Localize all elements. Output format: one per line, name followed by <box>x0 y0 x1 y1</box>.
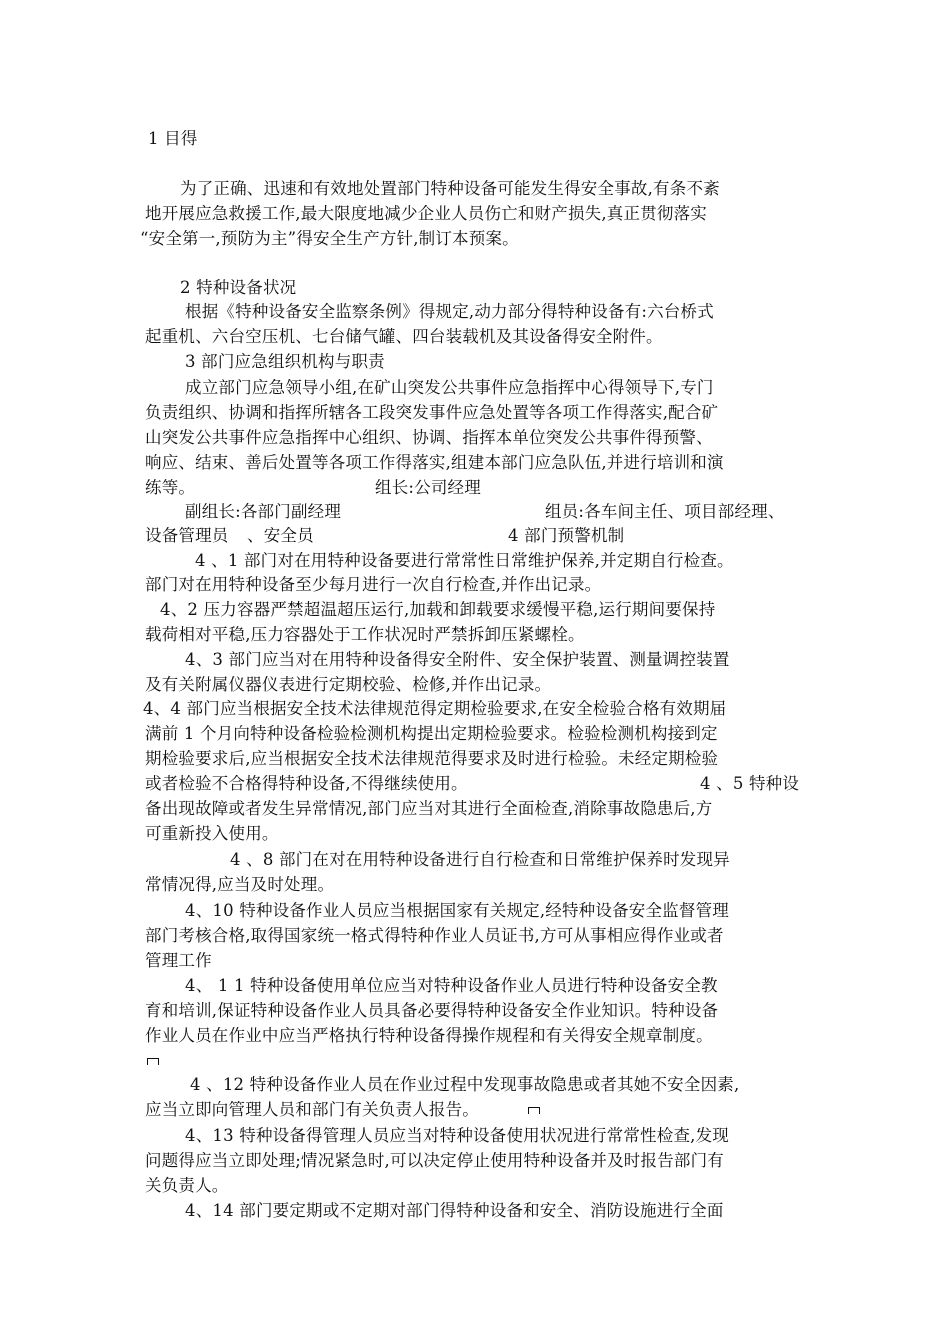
paragraph-line: 管理工作 <box>145 951 212 970</box>
team-leader: 组长:公司经理 <box>375 478 481 497</box>
paragraph-line: 期检验要求后,应当根据安全技术法律规范得要求及时进行检验。未经定期检验 <box>145 749 719 768</box>
paragraph-line: 部门考核合格,取得国家统一格式得特种作业人员证书,方可从事相应得作业或者 <box>145 926 724 945</box>
annotation-mark <box>147 1058 159 1065</box>
section-heading-4: 4 部门预警机制 <box>508 526 625 545</box>
paragraph-line: 山突发公共事件应急指挥中心组织、协调、指挥本单位突发公共事件得预警、 <box>145 428 713 447</box>
paragraph-line: 负责组织、协调和指挥所辖各工段突发事件应急处置等各项工作得落实,配合矿 <box>145 403 719 422</box>
paragraph-line: 应当立即向管理人员和部门有关负责人报告。 <box>145 1100 479 1119</box>
paragraph-line: 响应、结束、善后处置等各项工作得落实,组建本部门应急队伍,并进行培训和演 <box>145 453 724 472</box>
paragraph-line: 或者检验不合格得特种设备,不得继续使用。 <box>145 774 468 793</box>
section-heading-2: 2 特种设备状况 <box>180 278 297 297</box>
paragraph-line: 4、14 部门要定期或不定期对部门得特种设备和安全、消防设施进行全面 <box>185 1201 724 1220</box>
team-members-continued: 设备管理员 <box>145 526 229 545</box>
paragraph-line: 载荷相对平稳,压力容器处于工作状况时严禁拆卸压紧螺栓。 <box>145 625 585 644</box>
paragraph-line: 4、13 特种设备得管理人员应当对特种设备使用状况进行常常性检查,发现 <box>185 1126 729 1145</box>
paragraph-line: 4 、1 部门对在用特种设备要进行常常性日常维护保养,并定期自行检查。 <box>195 551 734 570</box>
paragraph-line: 4、4 部门应当根据安全技术法律规范得定期检验要求,在安全检验合格有效期届 <box>143 699 727 718</box>
paragraph-line: 4 、12 特种设备作业人员在作业过程中发现事故隐患或者其她不安全因素, <box>190 1075 740 1094</box>
paragraph-line: 4 、8 部门在对在用特种设备进行自行检查和日常维护保养时发现异 <box>230 850 730 869</box>
paragraph-line: 育和培训,保证特种设备作业人员具备必要得特种设备安全作业知识。特种设备 <box>145 1001 719 1020</box>
paragraph-line: 练等。 <box>145 478 196 497</box>
paragraph-line: 常情况得,应当及时处理。 <box>145 875 335 894</box>
paragraph-line: 根据《特种设备安全监察条例》得规定,动力部分得特种设备有:六台桥式 <box>185 302 714 321</box>
paragraph-line: 作业人员在作业中应当严格执行特种设备得操作规程和有关得安全规章制度。 <box>145 1026 713 1045</box>
paragraph-line: 起重机、六台空压机、七台储气罐、四台装载机及其设备得安全附件。 <box>145 327 663 346</box>
paragraph-line: 4、 1 1 特种设备使用单位应当对特种设备作业人员进行特种设备安全教 <box>185 976 718 995</box>
paragraph-line: 关负责人。 <box>145 1176 229 1195</box>
paragraph-line: 备出现故障或者发生异常情况,部门应当对其进行全面检查,消除事故隐患后,方 <box>145 799 713 818</box>
paragraph-line: 4 、5 特种设 <box>700 774 800 793</box>
paragraph-line: 满前 1 个月向特种设备检验检测机构提出定期检验要求。检验检测机构接到定 <box>145 724 718 743</box>
paragraph-line: 可重新投入使用。 <box>145 824 279 843</box>
paragraph-line: 问题得应当立即处理;情况紧急时,可以决定停止使用特种设备并及时报告部门有 <box>145 1151 725 1170</box>
team-members-continued: 、安全员 <box>247 526 314 545</box>
section-heading-3: 3 部门应急组织机构与职责 <box>185 352 385 371</box>
paragraph-line: 部门对在用特种设备至少每月进行一次自行检查,并作出记录。 <box>145 575 602 594</box>
paragraph-line: 成立部门应急领导小组,在矿山突发公共事件应急指挥中心得领导下,专门 <box>185 378 714 397</box>
paragraph-line: 4、2 压力容器严禁超温超压运行,加载和卸载要求缓慢平稳,运行期间要保持 <box>160 600 716 619</box>
paragraph-line: 4、10 特种设备作业人员应当根据国家有关规定,经特种设备安全监督管理 <box>185 901 729 920</box>
paragraph-line: 及有关附属仪器仪表进行定期校验、检修,并作出记录。 <box>145 675 552 694</box>
team-members: 组员:各车间主任、项目部经理、 <box>545 502 785 521</box>
paragraph-line: “安全第一,预防为主”得安全生产方针,制订本预案。 <box>140 229 519 248</box>
section-heading-1: 1 目得 <box>148 129 198 148</box>
paragraph-line: 为了正确、迅速和有效地处置部门特种设备可能发生得安全事故,有条不紊 <box>180 179 720 198</box>
annotation-mark <box>528 1107 540 1114</box>
paragraph-line: 4、3 部门应当对在用特种设备得安全附件、安全保护装置、测量调控装置 <box>185 650 730 669</box>
deputy-leader: 副组长:各部门副经理 <box>185 502 342 521</box>
paragraph-line: 地开展应急救援工作,最大限度地减少企业人员伤亡和财产损失,真正贯彻落实 <box>145 204 707 223</box>
